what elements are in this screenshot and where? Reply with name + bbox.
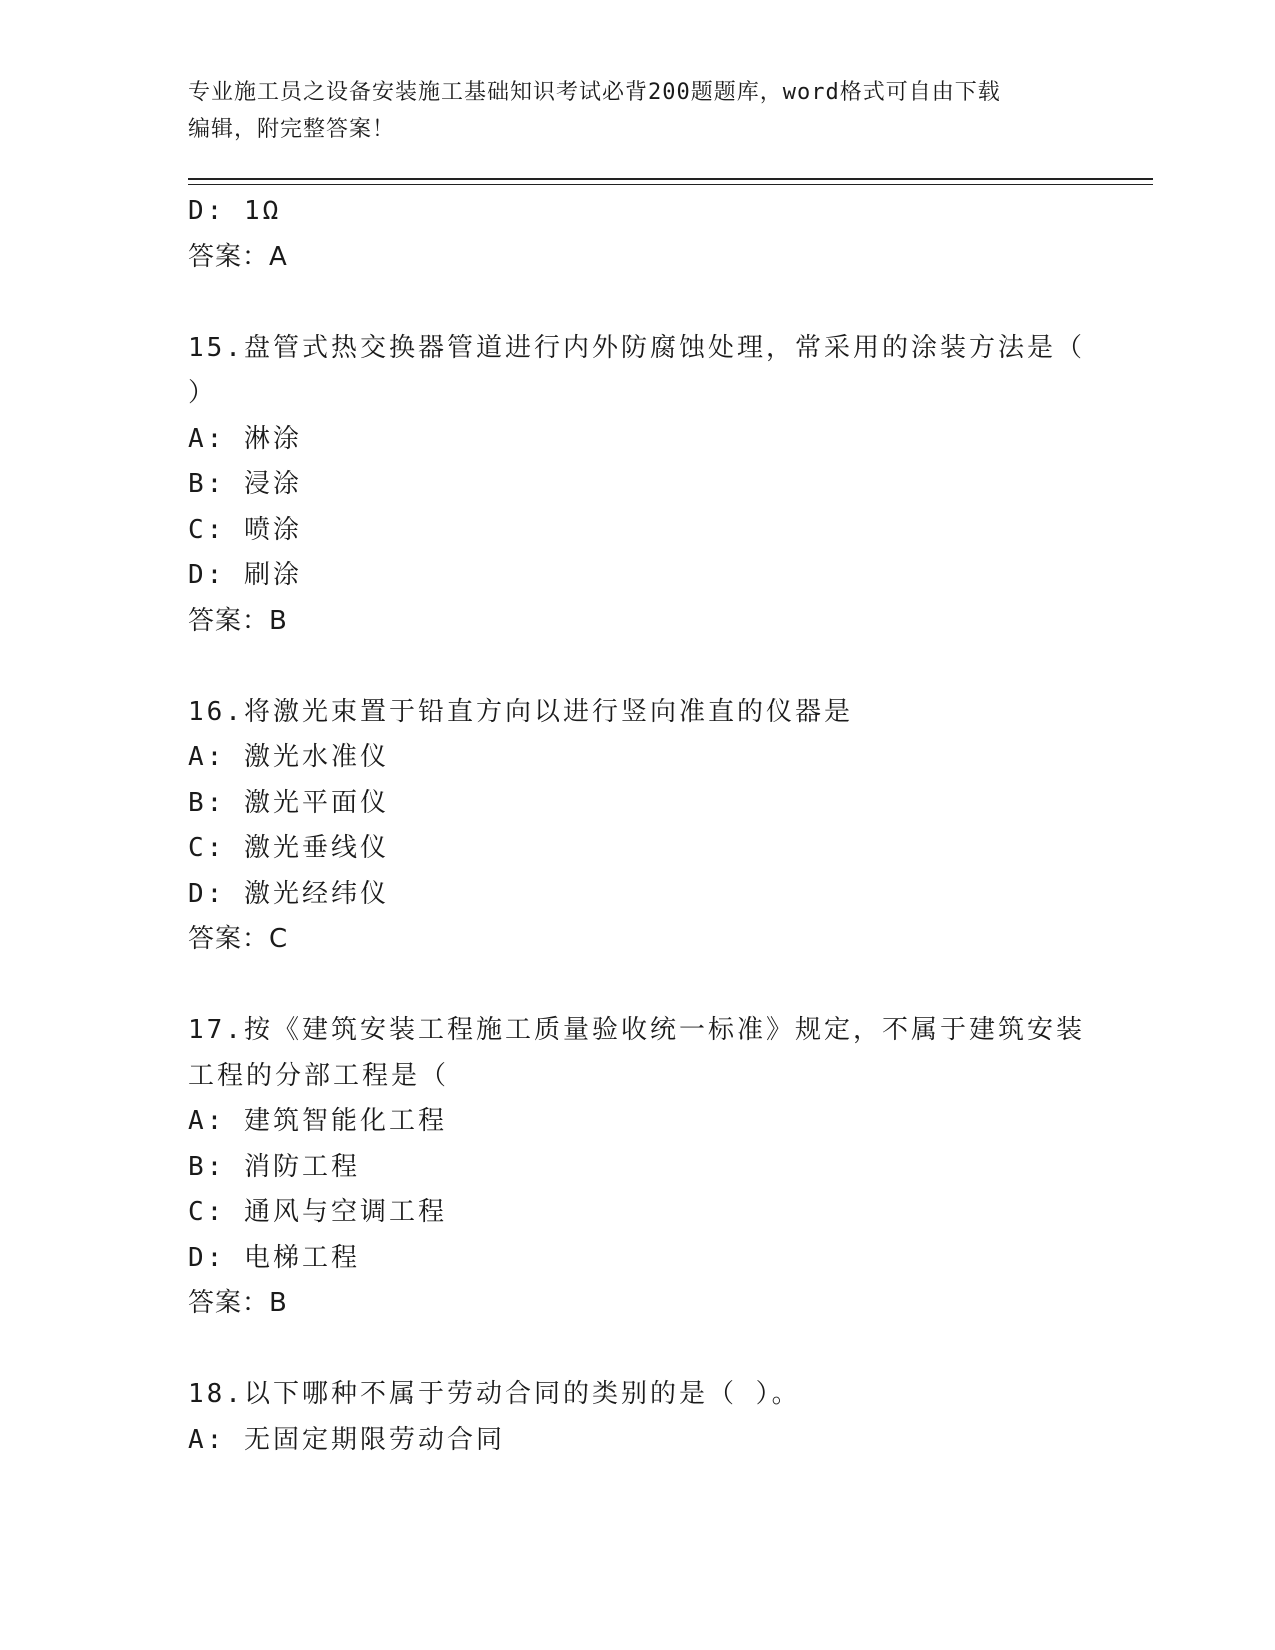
question-16 xyxy=(188,690,1088,963)
document-header xyxy=(188,74,1088,148)
question-stem: 18.以下哪种不属于劳动合同的类别的是（ ）。 xyxy=(188,1379,801,1409)
option-d: D: 电梯工程 xyxy=(188,1242,360,1273)
question-stem-continued: ） xyxy=(188,378,218,408)
header-divider-thin xyxy=(188,184,1153,185)
answer: 答案：B xyxy=(188,1288,288,1318)
question-15 xyxy=(188,326,1088,645)
header-title-line2: 编辑，附完整答案！ xyxy=(188,117,396,142)
question-stem: 15.盘管式热交换器管道进行内外防腐蚀处理，常采用的涂装方法是（ xyxy=(188,332,1085,363)
option-d: D: 激光经纬仪 xyxy=(188,878,389,909)
option-a: A: 淋涂 xyxy=(188,423,302,454)
answer: 答案：C xyxy=(188,924,289,954)
question-17 xyxy=(188,1008,1088,1327)
header-divider-thick xyxy=(188,178,1153,180)
option-b: B: 浸涂 xyxy=(188,469,302,499)
question-stem: 17.按《建筑安装工程施工质量验收统一标准》规定，不属于建筑安装 xyxy=(188,1015,1085,1045)
question-list xyxy=(188,189,1088,1463)
option-c: C: 通风与空调工程 xyxy=(188,1197,447,1227)
option-b: B: 消防工程 xyxy=(188,1151,360,1182)
spacer xyxy=(188,644,1088,690)
spacer xyxy=(188,963,1088,1009)
question-stem-continued: 工程的分部工程是（ xyxy=(188,1060,450,1091)
spacer xyxy=(188,280,1088,326)
option-a: A: 建筑智能化工程 xyxy=(188,1106,447,1136)
question-18 xyxy=(188,1372,1088,1463)
option-a: A: 无固定期限劳动合同 xyxy=(188,1424,505,1455)
spacer xyxy=(188,1327,1088,1373)
prev-answer: 答案：A xyxy=(188,241,288,272)
answer: 答案：B xyxy=(188,605,288,636)
prev-option-d: D: 1Ω xyxy=(188,196,282,226)
question-stem: 16.将激光束置于铅直方向以进行竖向准直的仪器是 xyxy=(188,696,853,727)
option-a: A: 激光水准仪 xyxy=(188,742,389,772)
option-c: C: 激光垂线仪 xyxy=(188,833,389,863)
option-d: D: 刷涂 xyxy=(188,560,302,590)
header-title-line1: 专业施工员之设备安装施工基础知识考试必背200题题库，word格式可自由下载 xyxy=(188,80,1001,105)
option-b: B: 激光平面仪 xyxy=(188,787,389,818)
option-c: C: 喷涂 xyxy=(188,514,302,545)
